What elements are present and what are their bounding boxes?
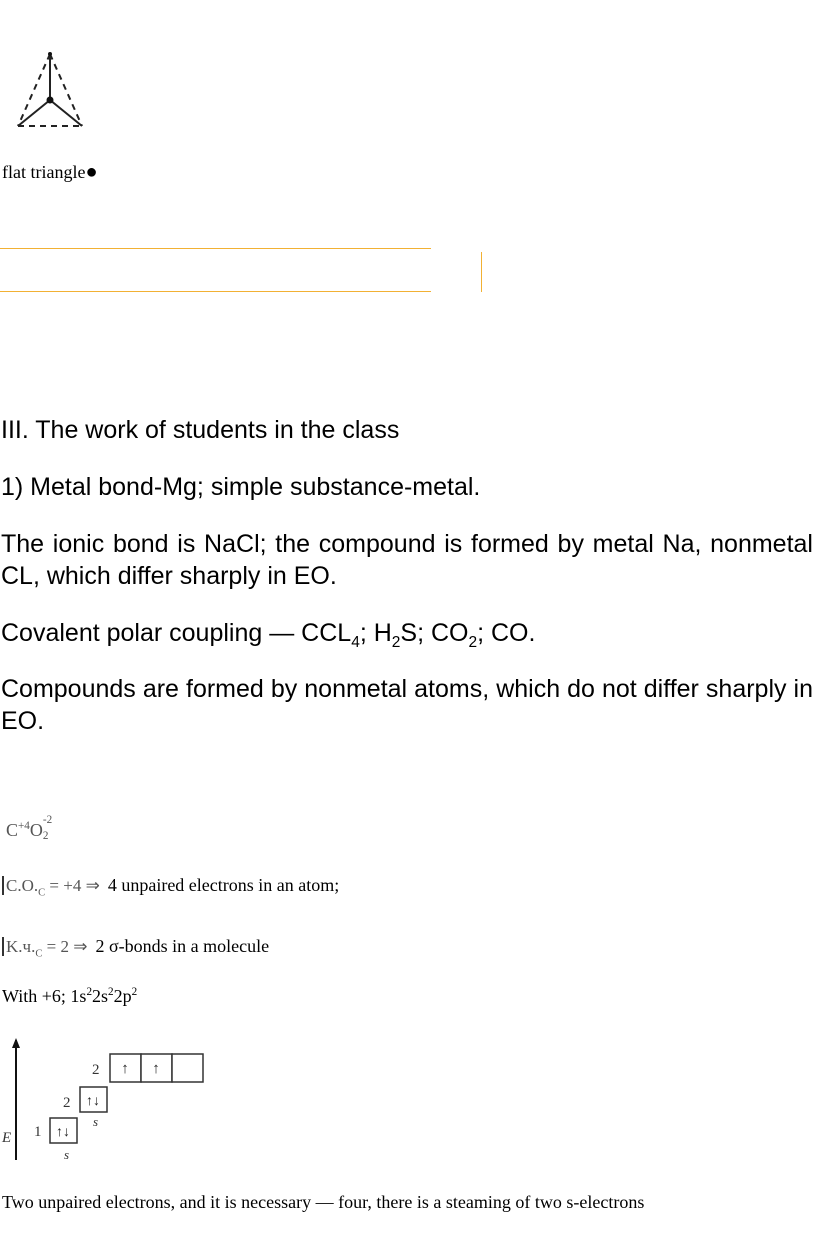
config-e3: 2 [131,986,138,998]
config-prefix: With +6; 1s [2,986,87,1006]
config-e2: 2 [108,986,114,998]
covalent-mid1: ; H [359,619,392,647]
formula-sup1: +4 [18,820,30,832]
level-2p-n: 2 [92,1062,100,1078]
formula-c: C [6,820,19,840]
covalent-prefix: Covalent polar coupling — CCL [1,619,352,647]
covalent-suffix: ; CO. [477,619,536,647]
triangle-figure [8,48,92,136]
oxidation-text: 4 unpaired electrons in an atom; [107,875,340,895]
coordination-text: 2 σ-bonds in a molecule [95,936,270,956]
level-1s-sub: s [64,1147,70,1162]
coordination-label-sub: C [35,948,43,960]
level-2p-electron-2: ↑ [152,1061,160,1077]
paragraph-ionic-bond: The ionic bond is NaCl; the compound is formed by metal Na, nonmetal CL, which differ sharply in EO. [1,530,813,590]
oxidation-label-pre: C.O. [6,876,39,895]
oxidation-formula: $C^{+4}O$ -2 2 [6,814,53,842]
config-mid1: 2s [92,986,109,1006]
level-2s-sub: s [93,1114,99,1129]
conclusion-text: Two unpaired electrons, and it is necessary — four, there is a steaming of two s-electrons [2,1192,645,1212]
coordination-label-pre: K.ч. [6,937,36,956]
level-2p-electron-1: ↑ [121,1061,129,1077]
orbital-diagram [0,1036,210,1164]
config-mid2: 2p [113,986,132,1006]
oxidation-label-sub: C [38,887,46,899]
coordination-label-post: = 2 ⇒ [42,937,88,956]
paragraph-covalent [1,617,813,649]
oxidation-state-line [2,874,340,899]
level-2s-n: 2 [63,1095,71,1111]
rule-top [0,248,431,249]
axis-label: E [2,1130,12,1146]
oxidation-label-post: = +4 ⇒ [45,876,100,895]
paragraph-compounds: Compounds are formed by nonmetal atoms, which do not differ sharply in EO. [1,675,813,735]
level-1s-electrons: ↑↓ [56,1125,70,1140]
level-1s-n: 1 [34,1124,42,1140]
section-heading: III. The work of students in the class [1,416,400,444]
figure-label: flat triangle [2,162,86,182]
covalent-mid2: S; CO [400,619,469,647]
paragraph-metal-bond: 1) Metal bond-Mg; simple substance-metal. [1,473,481,501]
level-2s-electrons: ↑↓ [86,1094,100,1109]
electron-configuration [2,985,137,1007]
oxidation-label [2,876,100,899]
axis-arrow-icon [12,1038,20,1048]
covalent-sub3: 2 [468,634,478,651]
rule-bottom [0,291,431,292]
rule-vertical [481,252,482,292]
formula-o: O [29,820,43,840]
coordination-line [2,935,270,960]
level-2p-box-3 [172,1054,203,1082]
config-e1: 2 [86,986,93,998]
bullet-icon: ● [85,161,98,183]
figure-caption [2,161,98,183]
coordination-label [2,937,88,960]
covalent-sub1: 4 [351,634,360,651]
covalent-sub2: 2 [391,634,401,651]
